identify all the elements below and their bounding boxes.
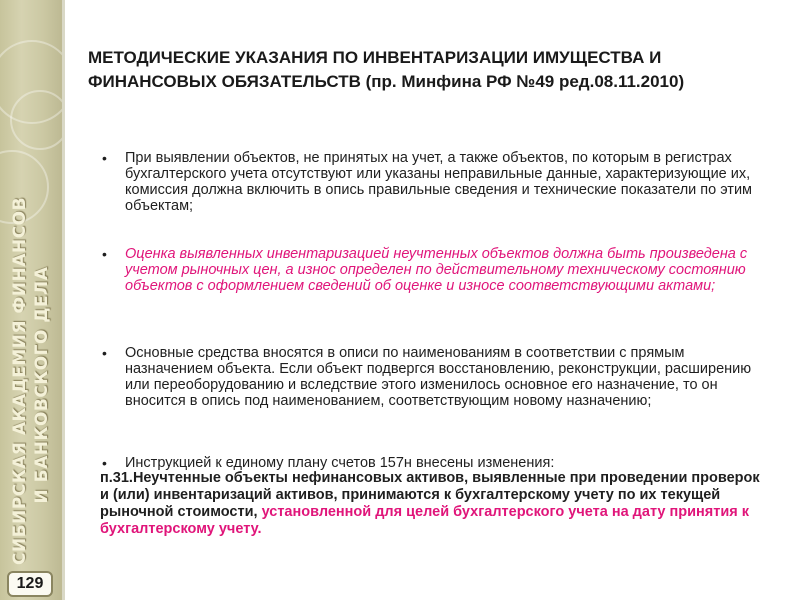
sidebar-band [0,0,65,600]
clause-text: п.31.Неучтенные объекты нефинансовых активов, выявленные при проведении проверок и (или) инвентаризаций активов, принимаются к бухгалтерскому учету по их текущей рыночной стоимости, [100,470,760,520]
bullet-item [100,150,760,214]
institution-line-1: СИБИРСКАЯ АКАДЕМИЯ ФИНАНСОВ [10,196,30,565]
bullet-dot: • [102,150,107,166]
bullet-dot: • [102,345,107,361]
institution-line-2: И БАНКОВСКОГО ДЕЛА [32,266,52,504]
bullet-dot: • [102,455,107,471]
slide-title: МЕТОДИЧЕСКИЕ УКАЗАНИЯ ПО ИНВЕНТАРИЗАЦИИ ИМУЩЕСТВА И ФИНАНСОВЫХ ОБЯЗАТЕЛЬСТВ (пр. Минфина РФ №49 ред.08.11.2010) [88,48,685,91]
bullet-item-highlighted [100,246,760,294]
bullet-dot: • [102,246,107,262]
bullet-text: Инструкцией к единому плану счетов 157н внесены изменения: [125,455,555,471]
clause-paragraph [100,470,765,538]
bullet-item [100,345,760,409]
page-number-badge: 129 [7,571,53,597]
institution-name [9,196,53,565]
bullet-item [100,455,554,471]
bullet-text: При выявлении объектов, не принятых на учет, а также объектов, по которым в регистрах бухгалтерского учета отсутствуют или указаны неправильные данные, характеризующие их, комиссия должна включить в опись правильные сведения и технические показатели по этим объектам; [125,150,753,214]
bullet-text: Оценка выявленных инвентаризацией неучтенных объектов должна быть произведена с учетом рыночных цен, а износ определен по действительному техническому состоянию объектов с оформлением сведений об оценке и износе соответствующими актами; [125,246,748,294]
bullet-text: Основные средства вносятся в описи по наименованиям в соответствии с прямым назначением объекта. Если объект подвергся восстановлению, реконструкции, расширению или переоборудованию и вследствие этого изменилось основное его назначение, то он вносится в опись под наименованием, соответствующим новому назначению; [125,345,752,409]
clause-highlight: установленной для целей бухгалтерского учета на дату принятия к бухгалтерскому учету. [100,504,750,537]
decor-circle [10,90,65,150]
